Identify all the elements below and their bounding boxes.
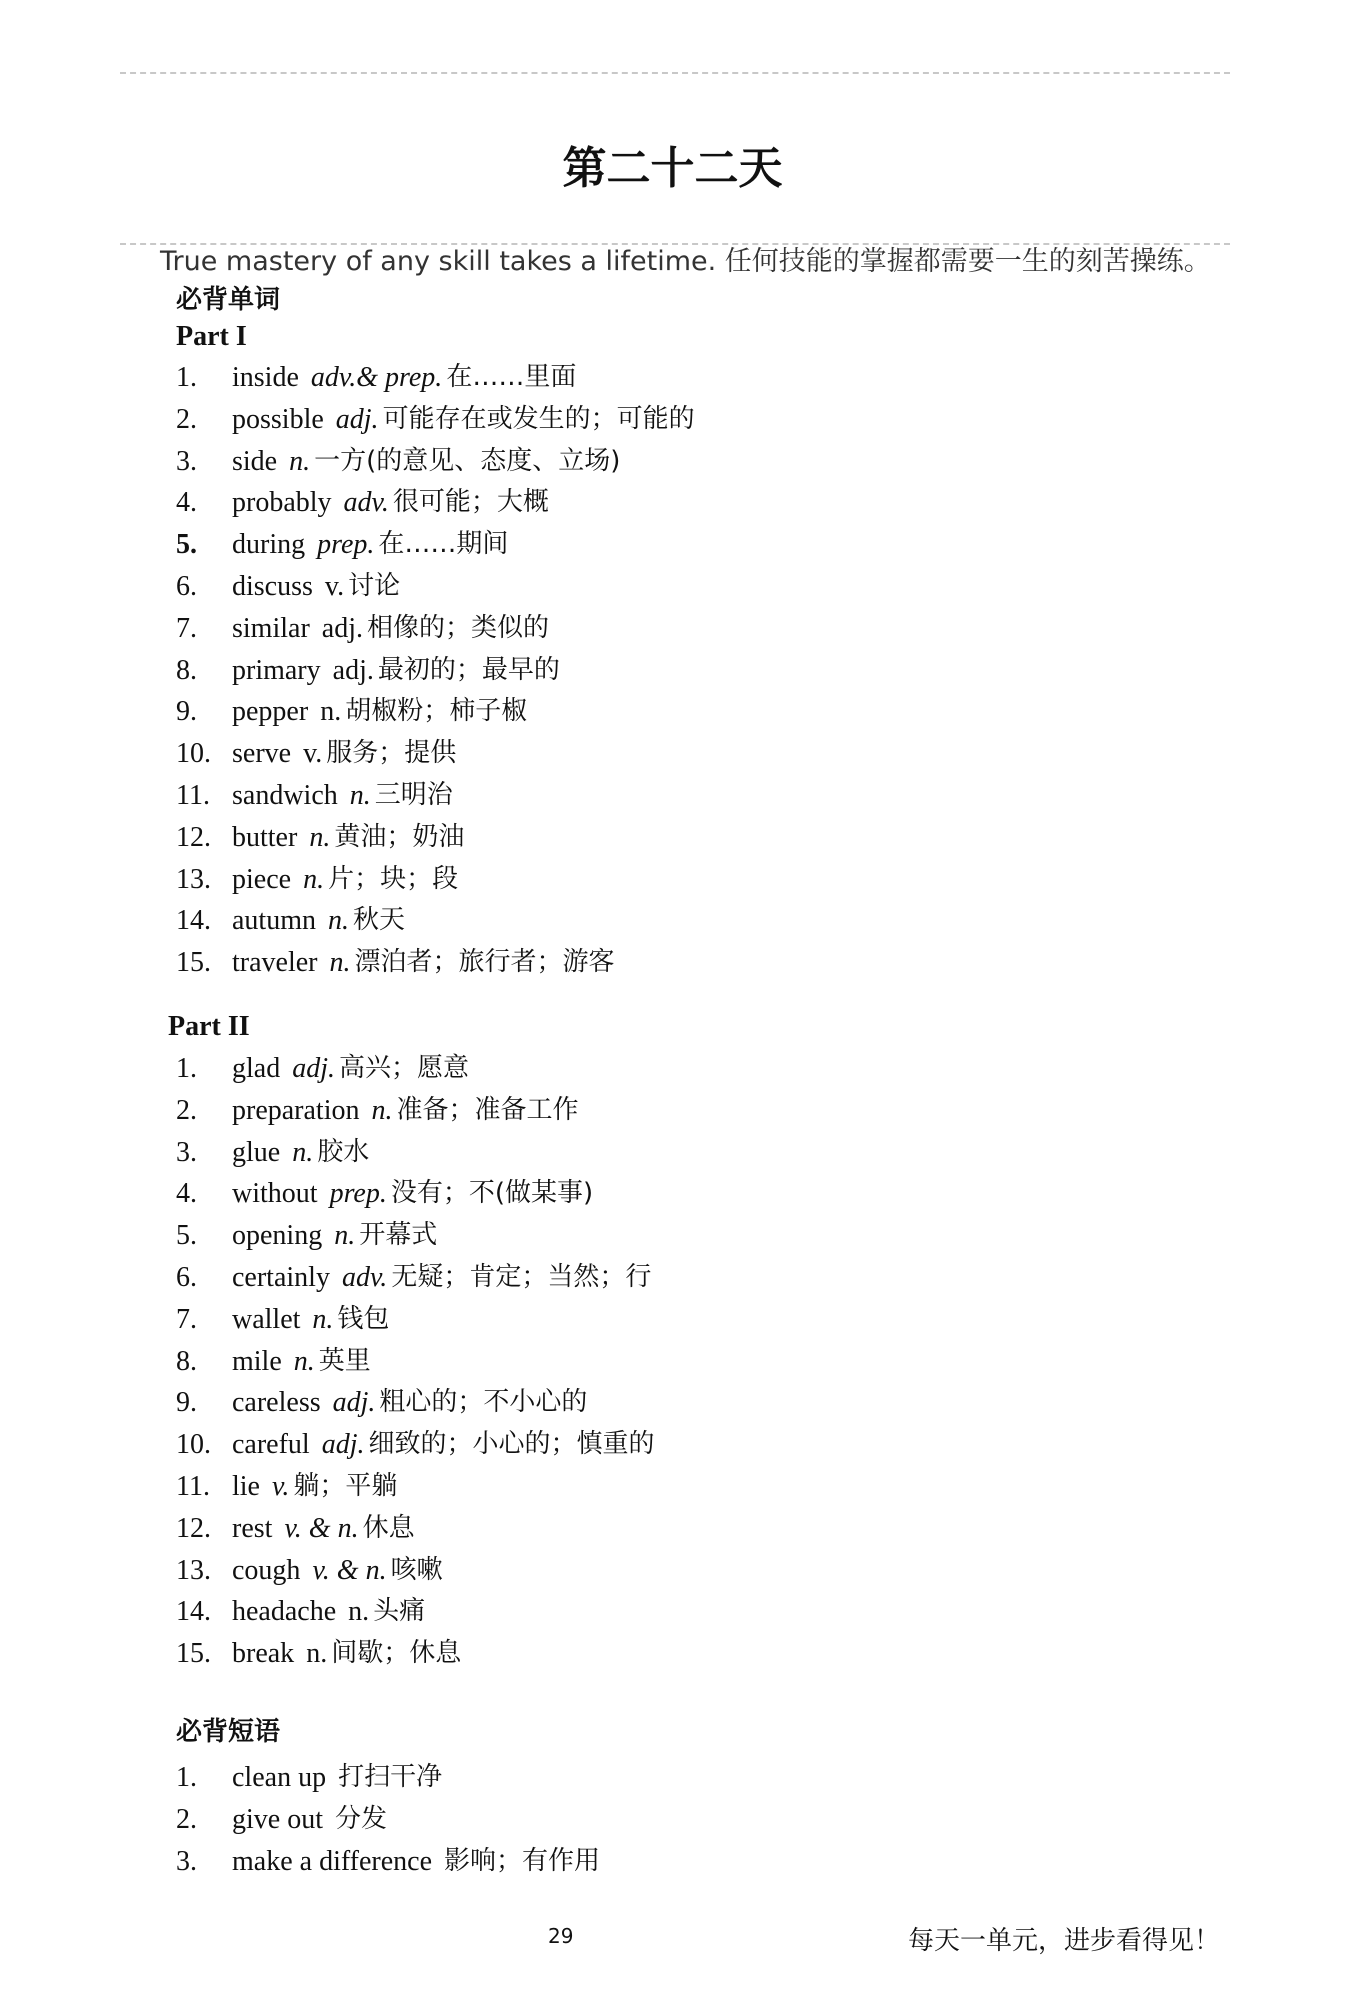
item-word: butter (232, 821, 298, 853)
item-number: 3. (176, 1136, 197, 1168)
item-meaning: 休息 (362, 1512, 415, 1543)
item-word: careless (232, 1387, 321, 1419)
item-part-of-speech: prep. (317, 529, 375, 561)
item-part-of-speech: n. (371, 1094, 393, 1126)
item-meaning: 打扫干净 (338, 1762, 443, 1792)
item-word: headache (232, 1596, 337, 1628)
item-number: 13. (176, 863, 211, 895)
item-word: wallet (232, 1303, 301, 1335)
item-word: opening (232, 1220, 323, 1252)
item-meaning: 无疑；肯定；当然；行 (391, 1261, 652, 1292)
item-part-of-speech: n. (348, 1596, 370, 1628)
item-word: autumn (232, 905, 316, 937)
phrases-heading: 必背短语 (176, 1717, 281, 1747)
item-meaning: 三明治 (374, 779, 453, 810)
part2-list (176, 1048, 655, 1675)
item-part-of-speech: adv. (341, 1261, 388, 1293)
motto: True mastery of any skill takes a lifetime. 任何技能的掌握都需要一生的刻苦操练。 (160, 246, 1211, 277)
item-word: probably (232, 487, 332, 519)
list-item (176, 1173, 655, 1215)
list-item (176, 1257, 655, 1299)
item-word: sandwich (232, 779, 338, 811)
item-meaning: 躺；平躺 (293, 1470, 398, 1501)
list-item (176, 817, 695, 859)
item-number: 2. (176, 1803, 197, 1835)
list-item (176, 859, 695, 901)
item-number: 2. (176, 1094, 197, 1126)
item-part-of-speech: adj. (335, 403, 379, 435)
item-part-of-speech: adj. (332, 654, 374, 686)
item-number: 1. (176, 1053, 197, 1084)
item-word: mile (232, 1345, 282, 1377)
item-number: 5. (176, 1220, 197, 1252)
item-word: primary (232, 654, 321, 686)
item-number: 14. (176, 905, 211, 937)
item-word: certainly (232, 1261, 330, 1293)
item-number: 10. (176, 1429, 211, 1461)
list-item (176, 357, 695, 399)
list-item (176, 1341, 655, 1383)
item-number: 2. (176, 403, 197, 435)
item-meaning: 最初的；最早的 (377, 654, 560, 685)
item-word: preparation (232, 1094, 360, 1126)
list-item (176, 900, 695, 942)
list-item (176, 650, 695, 692)
list-item (176, 566, 695, 608)
list-item (176, 1799, 600, 1841)
list-item (176, 1090, 655, 1132)
item-number: 4. (176, 487, 197, 519)
item-number: 8. (176, 654, 197, 686)
item-meaning: 胡椒粉；柿子椒 (345, 696, 528, 727)
item-number: 14. (176, 1596, 211, 1628)
item-word: break (232, 1638, 295, 1670)
item-part-of-speech: n. (334, 1220, 356, 1252)
top-divider (120, 72, 1230, 74)
item-word: lie (232, 1470, 260, 1502)
item-word: rest (232, 1512, 273, 1544)
item-part-of-speech: adj. (292, 1053, 335, 1084)
item-part-of-speech: n. (349, 779, 371, 811)
item-word: serve (232, 738, 292, 770)
item-meaning: 间歇；休息 (331, 1638, 462, 1669)
list-item (176, 1466, 655, 1508)
list-item (176, 1382, 655, 1424)
list-item (176, 1215, 655, 1257)
list-item (176, 1048, 655, 1090)
item-meaning: 没有；不(做某事) (390, 1178, 594, 1209)
item-number: 7. (176, 612, 197, 644)
item-part-of-speech: adj. (332, 1387, 376, 1419)
list-item (176, 1550, 655, 1592)
item-part-of-speech: adj. (321, 612, 363, 644)
item-meaning: 可能存在或发生的；可能的 (382, 403, 695, 434)
item-part-of-speech: n. (306, 1638, 328, 1670)
list-item (176, 1508, 655, 1550)
item-meaning: 黄油；奶油 (334, 821, 465, 852)
item-meaning: 相像的；类似的 (366, 612, 549, 643)
page-title: 第二十二天 (562, 143, 783, 194)
item-meaning: 头痛 (373, 1596, 426, 1627)
part1-list (176, 357, 695, 984)
item-word: possible (232, 403, 324, 435)
item-word: during (232, 529, 306, 561)
item-number: 8. (176, 1345, 197, 1377)
item-word: side (232, 445, 278, 477)
item-number: 1. (176, 1762, 197, 1793)
item-meaning: 讨论 (348, 570, 401, 601)
item-word: glue (232, 1136, 281, 1168)
item-number: 5. (176, 529, 197, 561)
list-item (176, 1424, 655, 1466)
vocab-heading: 必背单词 (176, 285, 281, 315)
item-part-of-speech: n. (292, 1136, 314, 1168)
item-number: 4. (176, 1178, 197, 1210)
item-part-of-speech: v. (272, 1470, 290, 1502)
item-word: make a difference (232, 1845, 433, 1877)
list-item (176, 399, 695, 441)
item-word: pepper (232, 696, 309, 728)
item-part-of-speech: n. (289, 445, 311, 477)
item-number: 7. (176, 1303, 197, 1335)
item-word: similar (232, 612, 310, 644)
page-number: 29 (548, 1924, 574, 1948)
item-meaning: 在……期间 (378, 529, 509, 560)
item-number: 3. (176, 1845, 197, 1877)
item-part-of-speech: adv. (343, 487, 389, 519)
item-meaning: 细致的；小心的；慎重的 (368, 1429, 655, 1460)
list-item (176, 1633, 655, 1675)
item-meaning: 准备；准备工作 (396, 1094, 579, 1125)
item-meaning: 粗心的；不小心的 (379, 1387, 588, 1418)
item-word: give out (232, 1803, 323, 1835)
item-part-of-speech: n. (293, 1345, 315, 1377)
item-number: 12. (176, 821, 211, 853)
list-item (176, 608, 695, 650)
item-word: glad (232, 1053, 281, 1084)
item-word: inside (232, 362, 299, 393)
item-meaning: 胶水 (317, 1136, 370, 1167)
item-number: 15. (176, 947, 211, 979)
item-number: 9. (176, 1387, 197, 1419)
item-meaning: 漂泊者；旅行者；游客 (354, 947, 615, 978)
item-number: 12. (176, 1512, 211, 1544)
item-number: 3. (176, 445, 197, 477)
item-part-of-speech: n. (312, 1303, 334, 1335)
item-number: 6. (176, 1261, 197, 1293)
item-number: 11. (176, 1470, 210, 1502)
item-meaning: 影响；有作用 (444, 1845, 601, 1876)
item-number: 15. (176, 1638, 211, 1670)
item-meaning: 很可能；大概 (392, 487, 549, 518)
item-part-of-speech: v. (303, 738, 323, 770)
footer-slogan: 每天一单元，进步看得见！ (908, 1926, 1221, 1955)
list-item (176, 441, 695, 483)
item-part-of-speech: adv.& prep. (310, 362, 443, 393)
item-number: 11. (176, 779, 210, 811)
list-item (176, 942, 695, 984)
item-meaning: 开幕式 (359, 1220, 438, 1251)
list-item (176, 1132, 655, 1174)
part1-label: Part I (176, 321, 247, 352)
item-part-of-speech: n. (329, 947, 351, 979)
list-item (176, 1757, 600, 1799)
item-part-of-speech: v. & n. (284, 1512, 359, 1544)
item-part-of-speech: v. (324, 570, 345, 602)
list-item (176, 482, 695, 524)
item-part-of-speech: v. & n. (312, 1554, 387, 1586)
motto-divider (120, 243, 1230, 245)
list-item (176, 1299, 655, 1341)
list-item (176, 733, 695, 775)
list-item (176, 1841, 600, 1883)
item-meaning: 服务；提供 (326, 738, 457, 769)
item-number: 1. (176, 362, 197, 393)
item-word: discuss (232, 570, 313, 602)
item-part-of-speech: prep. (329, 1178, 387, 1210)
item-part-of-speech: n. (303, 863, 325, 895)
item-part-of-speech: adj. (321, 1429, 365, 1461)
item-meaning: 一方(的意见、态度、立场) (314, 445, 621, 476)
item-word: piece (232, 863, 292, 895)
list-item (176, 691, 695, 733)
item-number: 6. (176, 570, 197, 602)
item-part-of-speech: n. (328, 905, 349, 937)
list-item (176, 524, 695, 566)
item-word: without (232, 1178, 318, 1210)
list-item (176, 1591, 655, 1633)
item-meaning: 高兴；愿意 (339, 1053, 470, 1083)
item-word: traveler (232, 947, 318, 979)
item-meaning: 咳嗽 (390, 1554, 443, 1585)
item-word: careful (232, 1429, 310, 1461)
item-number: 9. (176, 696, 197, 728)
item-part-of-speech: n. (309, 821, 331, 853)
item-meaning: 在……里面 (446, 362, 577, 392)
item-word: clean up (232, 1762, 327, 1793)
item-word: cough (232, 1554, 301, 1586)
phrases-list (176, 1757, 600, 1882)
item-meaning: 片；块；段 (328, 863, 459, 894)
item-part-of-speech: n. (320, 696, 342, 728)
item-meaning: 钱包 (337, 1303, 390, 1334)
list-item (176, 775, 695, 817)
part2-label: Part II (168, 1011, 250, 1042)
item-meaning: 英里 (318, 1345, 371, 1376)
item-number: 13. (176, 1554, 211, 1586)
item-meaning: 分发 (335, 1803, 388, 1834)
item-meaning: 秋天 (353, 905, 406, 936)
item-number: 10. (176, 738, 211, 770)
